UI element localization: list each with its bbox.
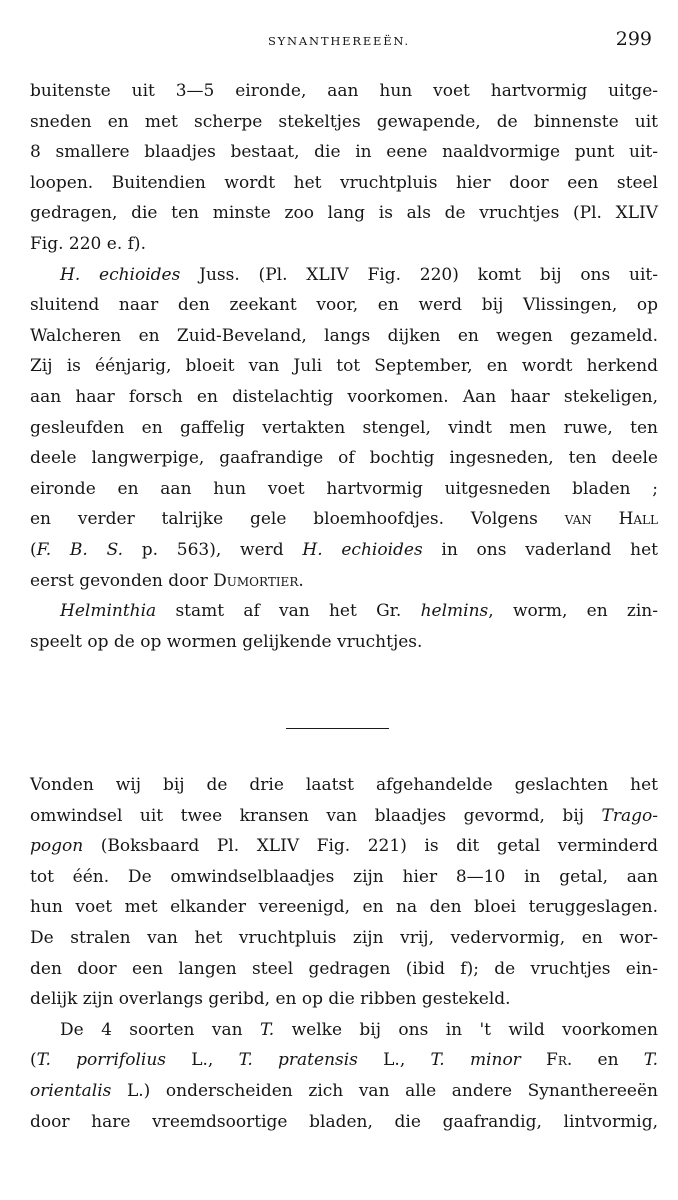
genus-name: pogon	[30, 836, 84, 857]
text-line: eironde en aan hun voet hartvormig uitgesneden bladen ;	[30, 478, 658, 499]
work-title: F. B. S.	[36, 539, 124, 560]
text-line: door hare vreemdsoortige bladen, die gaafrandig, lintvormig,	[30, 1111, 658, 1132]
text-block-helminthia	[30, 76, 658, 657]
text-line	[30, 1076, 658, 1107]
text-line: aan haar forsch en distelachtig voorkomen. Aan haar stekeligen,	[30, 386, 658, 407]
text-line: gesleufden en gaffelig vertakten stengel, vindt men ruwe, ten	[30, 417, 658, 438]
text-span: eerst gevonden door	[30, 570, 214, 591]
text-line: gedragen, die ten minste zoo lang is als de vruchtjes (Pl. XLIV	[30, 203, 658, 224]
text-span: p. 563), werd	[123, 539, 303, 560]
page-header	[0, 28, 678, 58]
text-span: en	[572, 1050, 644, 1071]
author-abbrev: Fr.	[546, 1050, 573, 1071]
text-span: Juss. (Pl. XLIV Fig. 220) komt bij ons uit-	[180, 264, 658, 285]
greek-word: helmins	[420, 601, 489, 622]
text-span: (	[30, 1050, 37, 1071]
text-line	[30, 260, 658, 291]
text-span: L.,	[357, 1050, 431, 1071]
species-name: T. porrifolius	[36, 1050, 166, 1071]
text-line: buitenste uit 3—5 eironde, aan hun voet hartvormig uitge-	[30, 81, 658, 101]
species-name: H. echioides	[302, 539, 423, 560]
text-line	[30, 831, 658, 862]
text-line: tot één. De omwindselblaadjes zijn hier 8—10 in getal, aan	[30, 866, 658, 887]
text-block-tragopogon	[30, 770, 658, 1137]
text-line: deele langwerpige, gaafrandige of bochtig ingesneden, ten deele	[30, 448, 658, 469]
author-name: van Hall	[564, 509, 658, 530]
text-line: speelt op de op wormen gelijkende vruchtjes.	[30, 631, 423, 652]
page-number: 299	[615, 28, 652, 50]
text-line: hun voet met elkander vereenigd, en na den bloei teruggeslagen.	[30, 897, 658, 918]
species-name: H. echioides	[60, 264, 181, 285]
text-line: Vonden wij bij de drie laatst afgehandelde geslachten het	[30, 775, 658, 795]
running-title: SYNANTHEREEËN.	[267, 34, 411, 48]
text-span: De 4 soorten van	[60, 1019, 260, 1040]
text-line	[30, 1015, 658, 1046]
text-line: De stralen van het vruchtpluis zijn vrij, vedervormig, en wor-	[30, 927, 658, 948]
text-line: delijk zijn overlangs geribd, en op die ribben gestekeld.	[30, 989, 511, 1010]
species-name: orientalis	[30, 1080, 112, 1101]
text-line	[30, 535, 658, 566]
text-line: Walcheren en Zuid-Beveland, langs dijken en wegen gezameld.	[30, 325, 658, 346]
text-line	[30, 596, 658, 627]
text-span: (	[30, 539, 37, 560]
text-line	[30, 504, 658, 535]
species-name: T. pratensis	[238, 1050, 358, 1071]
section-divider	[286, 728, 389, 729]
text-line: 8 smallere blaadjes bestaat, die in eene naaldvormige punt uit-	[30, 142, 658, 163]
text-span: welke bij ons in 't wild voorkomen	[274, 1019, 658, 1040]
text-line: sneden en met scherpe stekeltjes gewapende, de binnenste uit	[30, 111, 658, 132]
text-span: (Boksbaard Pl. XLIV Fig. 221) is dit getal verminderd	[83, 836, 658, 857]
text-span: .	[298, 570, 304, 591]
text-span: in ons vaderland het	[422, 539, 658, 560]
text-span	[521, 1050, 546, 1070]
genus-abbrev: T.	[643, 1050, 658, 1071]
genus-name: Trago-	[601, 805, 658, 826]
genus-abbrev: T.	[259, 1019, 275, 1040]
text-span: stamt af van het Gr.	[156, 601, 421, 622]
text-span: L.,	[166, 1050, 239, 1071]
author-name: Dumortier	[213, 570, 299, 591]
text-span: omwindsel uit twee kransen van blaadjes gevormd, bij	[30, 805, 602, 826]
text-line: den door een langen steel gedragen (ibid f); de vruchtjes ein-	[30, 958, 658, 979]
text-line	[30, 566, 658, 597]
text-span: , worm, en zin-	[488, 601, 658, 622]
text-span: L.) onderscheiden zich van alle andere Synanthereeën	[111, 1080, 658, 1101]
text-line	[30, 1045, 658, 1076]
text-line: loopen. Buitendien wordt het vruchtpluis hier door een steel	[30, 172, 658, 193]
text-line: Fig. 220 e. f).	[30, 233, 146, 254]
text-line: sluitend naar den zeekant voor, en werd bij Vlissingen, op	[30, 295, 658, 316]
text-line: Zij is éénjarig, bloeit van Juli tot September, en wordt herkend	[30, 356, 658, 377]
species-name: T. minor	[430, 1050, 521, 1071]
text-line	[30, 801, 658, 832]
genus-name: Helminthia	[60, 601, 157, 622]
text-span: en verder talrijke gele bloemhoofdjes. Volgens	[30, 509, 565, 530]
